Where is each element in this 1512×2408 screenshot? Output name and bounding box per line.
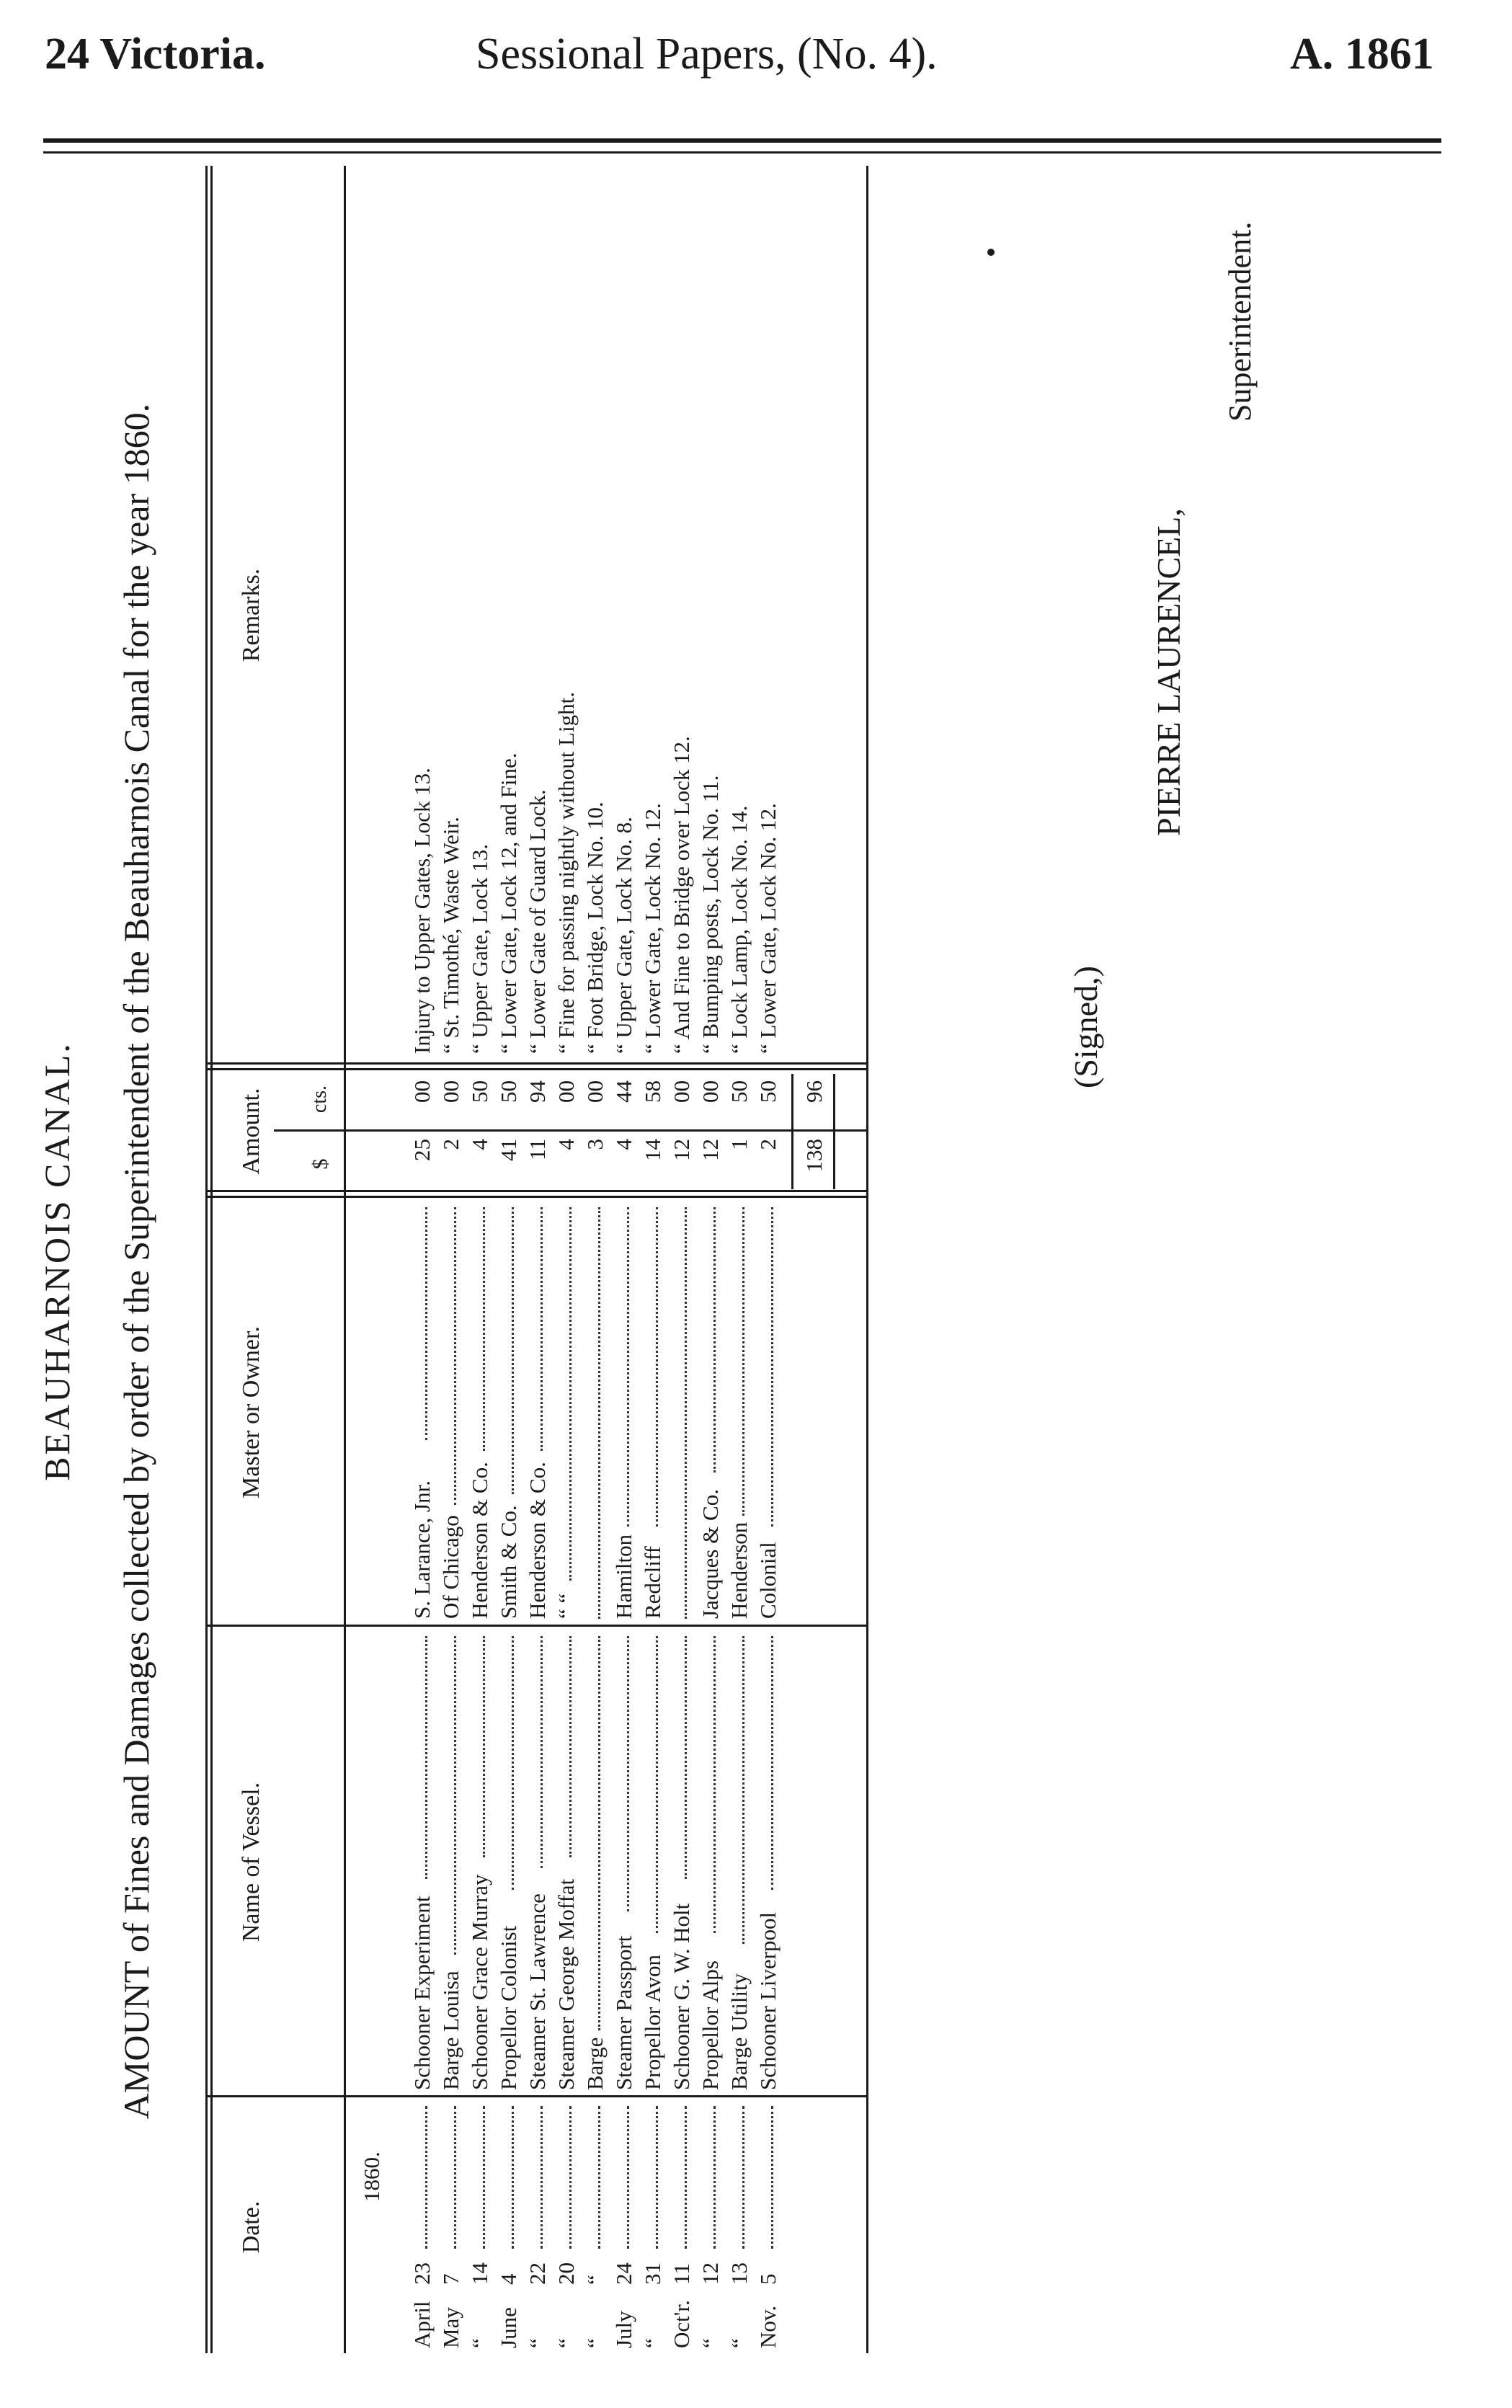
row-vessel: Steamer Passport <box>611 1935 636 2090</box>
row-leader <box>742 1636 744 1944</box>
row-leader <box>425 1636 427 1879</box>
row-cents: 00 <box>553 1080 579 1103</box>
row-vessel: Steamer St. Lawrence <box>525 1893 550 2090</box>
row-dollars: 14 <box>640 1139 665 1161</box>
header-bottom-rule <box>344 166 346 2353</box>
row-dollars: 3 <box>582 1139 608 1150</box>
col-divider-amount-2 <box>208 1062 866 1065</box>
col-divider-cents <box>274 1129 866 1132</box>
row-leader <box>656 2106 658 2249</box>
row-leader <box>454 1207 456 1505</box>
header-vessel: Name of Vessel. <box>238 1782 264 1942</box>
row-day: 31 <box>640 2262 665 2285</box>
row-month: April <box>409 2301 435 2348</box>
row-remarks: “ Foot Bridge, Lock No. 10. <box>582 801 608 1054</box>
row-vessel: Propellor Colonist <box>496 1925 521 2090</box>
signatory-title: Superintendent. <box>1222 221 1258 422</box>
row-leader <box>656 1207 658 1527</box>
row-day: 14 <box>467 2262 492 2285</box>
row-leader <box>598 1207 600 1619</box>
year-label: 1860. <box>359 2151 384 2202</box>
row-leader <box>512 1636 514 1890</box>
row-leader <box>627 2106 629 2249</box>
row-master: Redcliff <box>640 1545 665 1619</box>
row-leader <box>685 1636 687 1879</box>
row-day: 24 <box>611 2262 636 2285</box>
row-dollars: 4 <box>611 1139 636 1150</box>
row-remarks: “ And Fine to Bridge over Lock 12. <box>669 736 694 1054</box>
row-leader <box>685 2106 687 2249</box>
document-body <box>22 166 1492 2386</box>
row-remarks: “ Upper Gate, Lock No. 8. <box>611 817 636 1054</box>
table-top-rule-2 <box>210 166 213 2353</box>
total-cents: 96 <box>801 1080 827 1103</box>
row-leader <box>771 2106 773 2249</box>
total-dollars: 138 <box>801 1139 827 1173</box>
row-leader <box>713 1636 716 1933</box>
row-leader <box>771 1207 773 1527</box>
row-leader <box>541 1636 543 1868</box>
row-leader <box>483 1636 485 1857</box>
row-master: Jacques & Co. <box>698 1489 723 1619</box>
row-leader <box>656 1636 658 1933</box>
row-day: 5 <box>755 2273 781 2285</box>
row-dollars: 4 <box>553 1139 579 1150</box>
row-leader <box>512 2106 514 2249</box>
row-remarks: “ Lock Lamp, Lock No. 14. <box>726 805 752 1054</box>
row-leader <box>685 1207 687 1619</box>
row-dollars: 1 <box>726 1139 752 1150</box>
row-day: 13 <box>726 2262 752 2285</box>
row-remarks: “ Bumping posts, Lock No. 11. <box>698 775 723 1054</box>
header-date: Date. <box>238 2200 264 2254</box>
row-day: 4 <box>496 2273 521 2285</box>
canal-title: BEAUHARNOIS CANAL. <box>37 1041 77 1481</box>
row-vessel: Steamer George Moffat <box>553 1878 579 2090</box>
row-day: 22 <box>525 2262 550 2285</box>
row-master: Henderson & Co. <box>525 1462 550 1619</box>
row-month: “ <box>726 2338 752 2348</box>
row-leader <box>598 2106 600 2249</box>
row-remarks: “ Lower Gate of Guard Lock. <box>525 789 550 1054</box>
row-leader <box>627 1207 629 1527</box>
row-cents: 44 <box>611 1080 636 1103</box>
row-vessel: Propellor Alps <box>698 1960 723 2090</box>
row-cents: 50 <box>496 1080 521 1103</box>
header-rule-thick <box>43 138 1441 143</box>
rotated-sheet <box>22 166 1463 2357</box>
stray-dot <box>987 249 995 256</box>
row-dollars: 25 <box>409 1139 435 1161</box>
row-leader <box>742 2106 744 2249</box>
page-header-left: 24 Victoria. <box>45 30 266 79</box>
row-leader <box>713 1207 716 1472</box>
row-vessel: Propellor Avon <box>640 1955 665 2090</box>
row-leader <box>512 1207 514 1494</box>
table-top-rule <box>205 166 208 2353</box>
row-remarks: “ Lower Gate, Lock No. 12. <box>640 803 665 1054</box>
col-divider-date <box>208 2095 866 2097</box>
row-month: “ <box>698 2338 723 2348</box>
row-master: Of Chicago <box>438 1515 463 1619</box>
row-month: “ <box>467 2338 492 2348</box>
col-divider-vessel <box>208 1625 866 1627</box>
total-rule <box>791 1074 793 1189</box>
row-vessel: Schooner Experiment <box>409 1896 435 2090</box>
row-remarks: “ Lower Gate, Lock No. 12. <box>755 803 781 1054</box>
header-remarks: Remarks. <box>238 568 264 662</box>
col-divider-master-1 <box>208 1196 866 1198</box>
row-leader <box>483 2106 485 2249</box>
row-cents: 50 <box>467 1080 492 1103</box>
row-remarks: “ Upper Gate, Lock 13. <box>467 844 492 1054</box>
row-cents: 00 <box>409 1080 435 1103</box>
table-title: AMOUNT of Fines and Damages collected by order of the Superintendent of the Beauharnois Canal for the year 1860. <box>116 403 156 2120</box>
row-cents: 58 <box>640 1080 665 1103</box>
row-leader <box>569 2106 572 2249</box>
row-dollars: 41 <box>496 1139 521 1161</box>
row-cents: 94 <box>525 1080 550 1103</box>
row-leader <box>454 2106 456 2249</box>
row-master: Hamilton <box>611 1534 636 1619</box>
row-master: Henderson <box>726 1521 752 1619</box>
row-leader <box>483 1207 485 1451</box>
row-leader <box>713 2106 716 2249</box>
row-leader <box>627 1636 629 1911</box>
header-master: Master or Owner. <box>238 1326 264 1498</box>
row-dollars: 4 <box>467 1139 492 1150</box>
row-cents: 00 <box>698 1080 723 1103</box>
table-bottom-rule <box>866 166 868 2353</box>
row-vessel: Schooner G. W. Holt <box>669 1903 694 2090</box>
row-month: Oct'r. <box>669 2300 694 2348</box>
row-day: 23 <box>409 2262 435 2285</box>
row-month: “ <box>582 2338 608 2348</box>
row-master: Henderson & Co. <box>467 1462 492 1619</box>
row-leader <box>771 1636 773 1890</box>
header-amount: Amount. <box>238 1088 264 1175</box>
row-vessel: Schooner Liverpool <box>755 1911 781 2090</box>
row-dollars: 2 <box>755 1139 781 1150</box>
row-leader <box>569 1636 572 1857</box>
row-leader <box>454 1636 456 1955</box>
row-vessel: Barge <box>582 2037 608 2090</box>
row-master: Colonial <box>755 1542 781 1619</box>
row-leader <box>425 2106 427 2249</box>
row-dollars: 11 <box>525 1139 550 1160</box>
row-dollars: 2 <box>438 1139 463 1150</box>
header-rule-thin <box>43 151 1441 154</box>
row-vessel: Schooner Grace Murray <box>467 1874 492 2090</box>
signed-label: (Signed,) <box>1067 966 1104 1088</box>
page-header-center: Sessional Papers, (No. 4). <box>476 30 938 79</box>
row-cents: 00 <box>438 1080 463 1103</box>
row-leader <box>569 1207 572 1581</box>
total-rule-bottom <box>833 1074 835 1189</box>
col-divider-amount-1 <box>208 1068 866 1070</box>
row-dollars: 12 <box>698 1139 723 1161</box>
row-master: “ “ <box>553 1593 579 1619</box>
row-leader <box>742 1207 744 1516</box>
header-cents: cts. <box>308 1085 331 1114</box>
col-divider-master-2 <box>208 1190 866 1192</box>
row-leader <box>598 1636 600 2030</box>
row-cents: 00 <box>582 1080 608 1103</box>
header-dollars: $ <box>308 1158 332 1170</box>
row-day: 11 <box>669 2263 694 2285</box>
page-header-right: A. 1861 <box>1290 30 1434 79</box>
row-cents: 50 <box>726 1080 752 1103</box>
row-day: “ <box>582 2275 608 2285</box>
row-remarks: Injury to Upper Gates, Lock 13. <box>409 768 435 1054</box>
row-remarks: “ Fine for passing nightly without Light. <box>553 692 579 1054</box>
row-leader <box>541 1207 543 1451</box>
row-cents: 00 <box>669 1080 694 1103</box>
row-leader <box>541 2106 543 2249</box>
row-day: 12 <box>698 2262 723 2285</box>
row-dollars: 12 <box>669 1139 694 1161</box>
row-remarks: “ St. Timothé, Waste Weir. <box>438 817 463 1054</box>
row-day: 7 <box>438 2273 463 2285</box>
row-month: May <box>438 2307 463 2348</box>
row-remarks: “ Lower Gate, Lock 12, and Fine. <box>496 752 521 1054</box>
row-month: June <box>496 2307 521 2348</box>
row-month: “ <box>553 2338 579 2348</box>
row-month: “ <box>640 2338 665 2348</box>
row-month: Nov. <box>755 2305 781 2348</box>
row-vessel: Barge Louisa <box>438 1971 463 2090</box>
row-month: “ <box>525 2338 550 2348</box>
row-leader <box>425 1207 427 1440</box>
row-vessel: Barge Utility <box>726 1973 752 2090</box>
row-month: July <box>611 2311 636 2348</box>
row-day: 20 <box>553 2262 579 2285</box>
signatory-name: PIERRE LAURENCEL, <box>1150 508 1187 836</box>
row-master: Smith & Co. <box>496 1505 521 1619</box>
row-master: S. Larance, Jnr. <box>409 1480 435 1619</box>
row-cents: 50 <box>755 1080 781 1103</box>
